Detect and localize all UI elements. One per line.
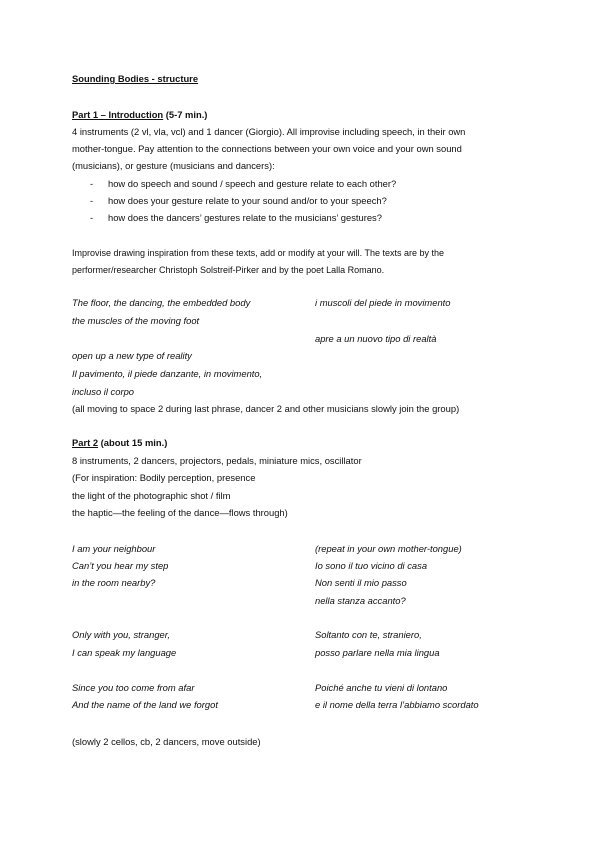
- poem-line: posso parlare nella mia lingua: [315, 647, 440, 658]
- closing-note: (slowly 2 cellos, cb, 2 dancers, move outside): [72, 736, 261, 747]
- poem-line: nella stanza accanto?: [315, 595, 406, 606]
- part2-line: the haptic—the feeling of the dance—flows through): [72, 507, 288, 518]
- poem-line: i muscoli del piede in movimento: [315, 297, 451, 308]
- poem-line: apre a un nuovo tipo di realtà: [315, 333, 437, 344]
- improvise-line: performer/researcher Christoph Solstreif-Pirker and by the poet Lalla Romano.: [72, 265, 385, 275]
- part2-line: the light of the photographic shot / film: [72, 490, 231, 501]
- poem-line: I am your neighbour: [72, 543, 156, 554]
- bullet-text: how does your gesture relate to your sound and/or to your speech?: [108, 195, 387, 206]
- poem-line: Soltanto con te, straniero,: [315, 629, 422, 640]
- poem-line: The floor, the dancing, the embedded body: [72, 297, 251, 308]
- improvise-line: Improvise drawing inspiration from these texts, add or modify at your will. The texts are by the: [72, 248, 444, 258]
- bullet-dash: -: [90, 178, 94, 189]
- part2-line: 8 instruments, 2 dancers, projectors, pedals, miniature mics, oscillator: [72, 455, 362, 466]
- part2-heading-label: Part 2: [72, 437, 99, 448]
- part1-para-line: 4 instruments (2 vl, vla, vcl) and 1 dancer (Giorgio). All improvise including speech, in their own: [72, 126, 466, 137]
- poem-line: in the room nearby?: [72, 577, 156, 588]
- bullet-dash: -: [90, 195, 94, 206]
- part1-heading: [72, 109, 207, 121]
- poem-line: open up a new type of reality: [72, 350, 192, 361]
- poem-line: I can speak my language: [72, 647, 177, 658]
- part1-duration: (5-7 min.): [163, 109, 208, 120]
- bullet-dash: -: [90, 212, 94, 223]
- poem-line: (repeat in your own mother-tongue): [315, 543, 462, 554]
- poem-line: Poiché anche tu vieni di lontano: [315, 682, 448, 693]
- part1-para-line: mother-tongue. Pay attention to the connections between your own voice and your own sound: [72, 143, 462, 154]
- document-title: Sounding Bodies - structure: [72, 73, 199, 84]
- part2-heading: [72, 437, 167, 449]
- poem-line: Since you too come from afar: [72, 682, 195, 693]
- part2-line: (For inspiration: Bodily perception, presence: [72, 472, 256, 483]
- poem-line: And the name of the land we forgot: [72, 699, 218, 710]
- bullet-text: how do speech and sound / speech and gesture relate to each other?: [108, 178, 397, 189]
- poem-line: incluso il corpo: [72, 386, 135, 397]
- poem-line: Io sono il tuo vicino di casa: [315, 560, 428, 571]
- poem-line: e il nome della terra l’abbiamo scordato: [315, 699, 479, 710]
- poem-line: Non senti il mio passo: [315, 577, 407, 588]
- stage-note: (all moving to space 2 during last phrase, dancer 2 and other musicians slowly join the group): [72, 403, 460, 414]
- poem-line: Can’t you hear my step: [72, 560, 169, 571]
- part1-heading-label: Part 1 – Introduction: [72, 109, 164, 120]
- poem-line: Il pavimento, il piede danzante, in movimento,: [72, 368, 263, 379]
- poem-line: Only with you, stranger,: [72, 629, 170, 640]
- part1-para-line: (musicians), or gesture (musicians and dancers):: [72, 160, 275, 171]
- poem-line: the muscles of the moving foot: [72, 315, 200, 326]
- bullet-text: how does the dancers’ gestures relate to the musicians’ gestures?: [108, 212, 382, 223]
- part2-duration: (about 15 min.): [98, 437, 168, 448]
